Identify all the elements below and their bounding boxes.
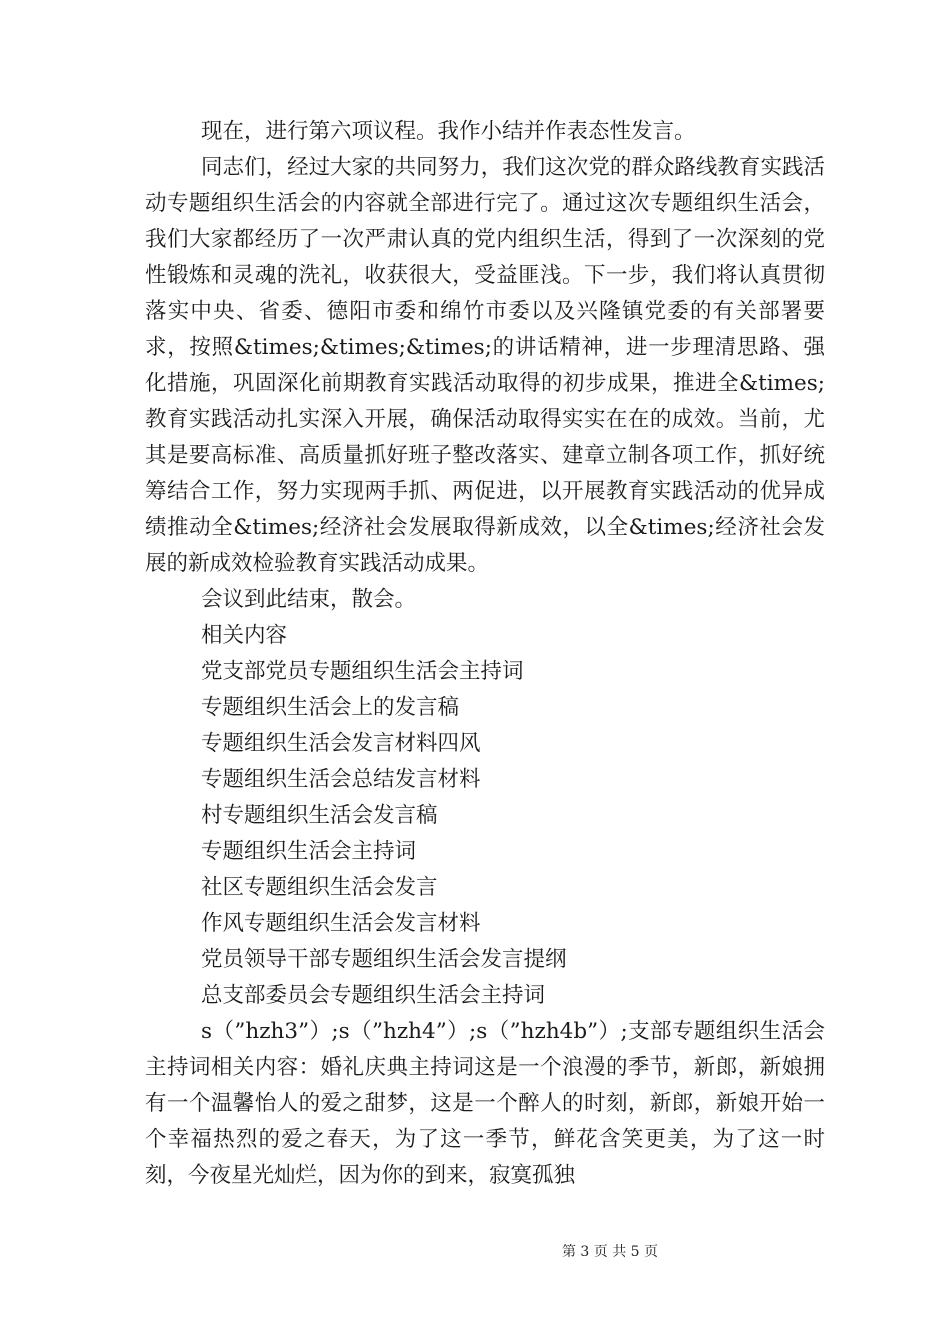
related-heading: 相关内容 xyxy=(201,623,288,648)
page-number-footer: 第 3 页 共 5 页 xyxy=(561,1244,659,1260)
related-item[interactable]: 作风专题组织生活会发言材料 xyxy=(201,911,481,936)
paragraph-agenda: 现在，进行第六项议程。我作小结并作表态性发言。 xyxy=(201,119,696,144)
related-item[interactable]: 党支部党员专题组织生活会主持词 xyxy=(201,659,524,684)
related-item[interactable]: 党员领导干部专题组织生活会发言提纲 xyxy=(201,947,567,972)
related-item[interactable]: 社区专题组织生活会发言 xyxy=(201,875,438,900)
related-item[interactable]: 专题组织生活会上的发言稿 xyxy=(201,695,460,720)
related-list xyxy=(145,654,825,1014)
paragraph-summary: 同志们，经过大家的共同努力，我们这次党的群众路线教育实践活动专题组织生活会的内容就全部进行完了。通过这次专题组织生活会，我们大家都经历了一次严肃认真的党内组织生活，得到了一次深刻的党性锻炼和灵魂的洗礼，收获很大，受益匪浅。下一步，我们将认真贯彻落实中央、省委、德阳市委和绵竹市委以及兴隆镇党委的有关部署要求，按照&times;&times;&times;的讲话精神，进一步理清思路、强化措施，巩固深化前期教育实践活动取得的初步成果，推进全&times;教育实践活动扎实深入开展，确保活动取得实实在在的成效。当前，尤其是要高标准、高质量抓好班子整改落实、建章立制各项工作，抓好统筹结合工作，努力实现两手抓、两促进，以开展教育实践活动的优异成绩推动全&times;经济社会发展取得新成效，以全&times;经济社会发展的新成效检验教育实践活动成果。 xyxy=(145,155,825,576)
paragraph-closing: 会议到此结束，散会。 xyxy=(201,587,417,612)
paragraph-related-content: s（”hzh3”）;s（”hzh4”）;s（”hzh4b”）;支部专题组织生活会主持词相关内容：婚礼庆典主持词这是一个浪漫的季节，新郎，新娘拥有一个温馨怡人的爱之甜梦，这是一个醉人的时刻，新郎，新娘开始一个幸福热烈的爱之春天，为了这一季节，鲜花含笑更美，为了这一时刻，今夜星光灿烂，因为你的到来，寂寞孤独 xyxy=(145,1019,825,1188)
related-item[interactable]: 总支部委员会专题组织生活会主持词 xyxy=(201,983,546,1008)
related-item[interactable]: 村专题组织生活会发言稿 xyxy=(201,803,438,828)
related-item[interactable]: 专题组织生活会总结发言材料 xyxy=(201,767,481,792)
document-body xyxy=(145,114,825,1194)
related-item[interactable]: 专题组织生活会发言材料四风 xyxy=(201,731,481,756)
related-item[interactable]: 专题组织生活会主持词 xyxy=(201,839,417,864)
